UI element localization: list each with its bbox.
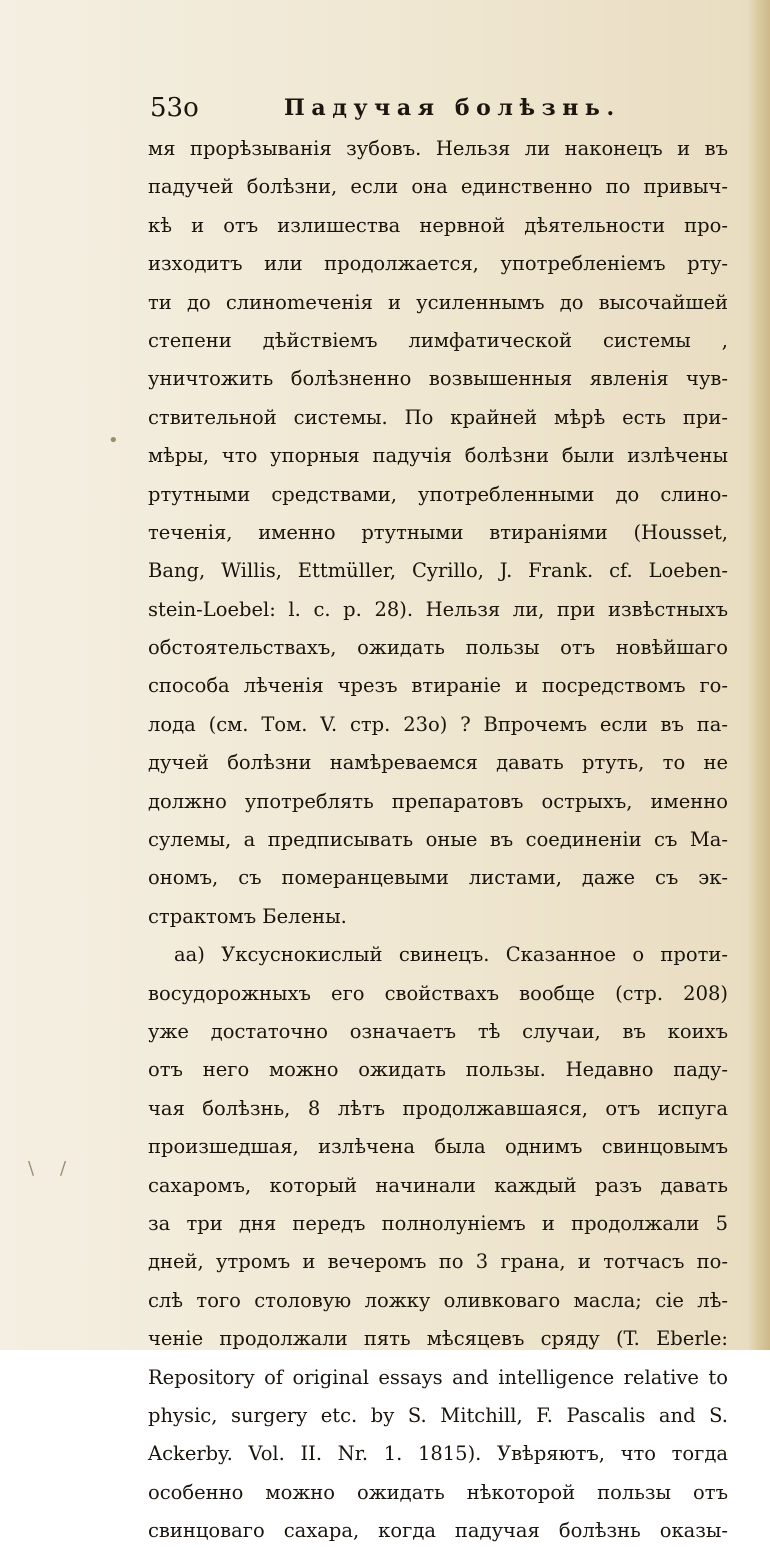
text-line: чая болѣзнь, 8 лѣтъ продолжавшаяся, отъ испуга	[148, 1096, 728, 1120]
margin-tick-mark: /	[60, 1158, 67, 1179]
text-line: теченія, именно ртутными втираніями (Housset,	[148, 520, 728, 544]
text-line: падучей болѣзни, если она единственно по привыч-	[148, 175, 728, 199]
text-line: кѣ и отъ излишества нервной дѣятельности про-	[148, 213, 728, 237]
text-line: должно употреблять препаратовъ острыхъ, именно	[148, 789, 728, 813]
body-text	[148, 130, 728, 1550]
text-line: особенно можно ожидать нѣкоторой пользы отъ	[148, 1480, 728, 1504]
text-line: stein-Loebel: l. c. p. 28). Нельзя ли, при извѣстныхъ	[148, 597, 728, 621]
text-line: ономъ, съ померанцевыми листами, даже съ эк-	[148, 866, 728, 890]
page-edge-shadow	[748, 0, 770, 1350]
text-line: мя прорѣзыванія зубовъ. Нельзя ли наконецъ и въ	[148, 137, 728, 160]
text-line: уничтожить болѣзненно возвышенныя явленія чув-	[148, 367, 728, 391]
text-line: сулемы, а предписывать оные въ соединеніи съ Ма-	[148, 828, 728, 852]
running-title: Падучая болѣзнь.	[284, 95, 621, 121]
text-line: способа лѣченія чрезъ втираніе и посредствомъ го-	[148, 674, 728, 698]
text-line: слѣ того столовую ложку оливковаго масла; сіе лѣ-	[148, 1288, 728, 1312]
text-line: ченіе продолжали пять мѣсяцевъ сряду (T. Eberle:	[148, 1327, 728, 1351]
text-line: отъ него можно ожидать пользы. Недавно паду-	[148, 1058, 728, 1082]
text-line: Bang, Willis, Ettmüller, Cyrillo, J. Frank. cf. Loeben-	[148, 559, 728, 583]
text-line: physic, surgery etc. by S. Mitchill, F. Pascalis and S.	[148, 1403, 728, 1427]
text-line: страктомъ Белены.	[148, 904, 347, 928]
margin-tick-mark: \	[28, 1158, 35, 1179]
text-line: за три дня передъ полнолуніемъ и продолжали 5	[148, 1211, 728, 1235]
text-line: восудорожныхъ его свойствахъ вообще (стр. 208)	[148, 981, 728, 1005]
running-head	[150, 92, 730, 132]
text-line: изходитъ или продолжается, употребленіемъ ртy-	[148, 252, 728, 276]
text-line: обстоятельствахъ, ожидать пользы отъ новѣйшаго	[148, 636, 728, 660]
text-line: ствительной системы. По крайней мѣрѣ есть при-	[148, 405, 728, 429]
text-line: сахаромъ, который начинали каждый разъ давать	[148, 1173, 728, 1197]
text-line: дучей болѣзни намѣреваемся давать ртуть, то не	[148, 751, 728, 775]
text-line: уже достаточно означаетъ тѣ случаи, въ коихъ	[148, 1019, 728, 1043]
text-line: степени дѣйствіемъ лимфатической системы ,	[148, 328, 728, 352]
text-line: ртутными средствами, употребленными до слино-	[148, 482, 728, 506]
text-line: аа) Уксуснокислый свинецъ. Сказанное о проти-	[174, 943, 728, 967]
page-number: 53o	[150, 93, 199, 123]
text-line: произшедшая, излѣчена была однимъ свинцовымъ	[148, 1135, 728, 1159]
text-line: Repository of original essays and intelligence relative to	[148, 1365, 728, 1389]
margin-dot-mark: •	[108, 430, 119, 451]
text-line: Ackerby. Vol. II. Nr. 1. 1815). Увѣряютъ, что тогда	[148, 1442, 728, 1466]
text-line: мѣры, что упорныя падучія болѣзни были излѣчены	[148, 444, 728, 468]
text-line: лода (см. Том. V. стр. 23о) ? Впрочемъ если въ па-	[148, 712, 728, 736]
text-line: свинцоваго сахара, когда падучая болѣзнь оказы-	[148, 1519, 728, 1543]
text-line: ти до слиноmеченія и усиленнымъ до высочайшей	[148, 290, 728, 314]
text-line: дней, утромъ и вечеромъ по 3 грана, и тотчасъ по-	[148, 1250, 728, 1274]
